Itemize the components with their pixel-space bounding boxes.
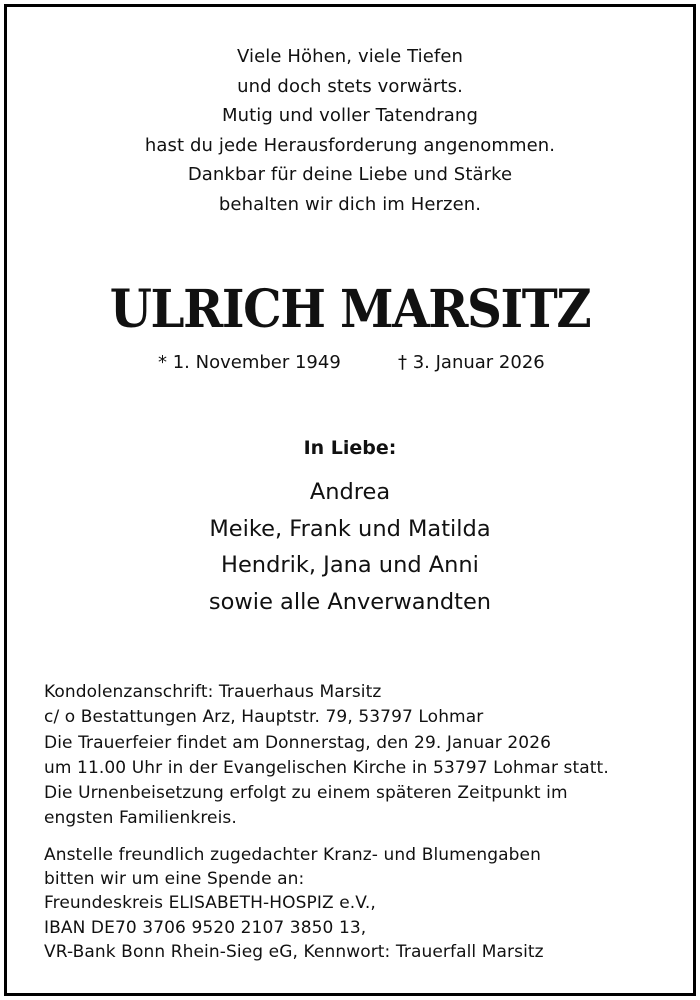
donation-line: Anstelle freundlich zugedachter Kranz- und Blumengaben <box>44 845 541 865</box>
mourners-label: In Liebe: <box>303 437 397 459</box>
death-date: † 3. Januar 2026 <box>398 352 545 373</box>
notice-line: engsten Familienkreis. <box>44 808 237 829</box>
poem-line: Mutig und voller Tatendrang <box>222 105 478 126</box>
deceased-name: ULRICH MARSITZ <box>109 279 591 340</box>
donation-notice <box>44 843 544 964</box>
funeral-notice <box>44 680 609 832</box>
donation-line: Freundeskreis ELISABETH-HOSPIZ e.V., <box>44 893 376 914</box>
notice-line: Die Urnenbeisetzung erfolgt zu einem späteren Zeitpunkt im <box>44 783 568 804</box>
mourner-line: Andrea <box>309 479 391 505</box>
poem-line: Dankbar für deine Liebe und Stärke <box>187 164 513 185</box>
notice-line: c/ o Bestattungen Arz, Hauptstr. 79, 53797 Lohmar <box>44 707 484 728</box>
poem-line: Viele Höhen, viele Tiefen <box>236 46 464 67</box>
notice-line: um 11.00 Uhr in der Evangelischen Kirche in 53797 Lohmar statt. <box>44 757 609 778</box>
donation-line: IBAN DE70 3706 9520 2107 3850 13, <box>44 917 367 938</box>
birth-date: * 1. November 1949 <box>158 352 341 373</box>
notice-line: Kondolenzanschrift: Trauerhaus Marsitz <box>44 682 382 702</box>
notice-line: Die Trauerfeier findet am Donnerstag, den 29. Januar 2026 <box>44 732 552 753</box>
donation-line: VR-Bank Bonn Rhein-Sieg eG, Kennwort: Trauerfall Marsitz <box>44 941 544 962</box>
memorial-poem <box>0 42 700 219</box>
mourner-line: sowie alle Anverwandten <box>208 588 492 615</box>
poem-line: behalten wir dich im Herzen. <box>218 193 482 215</box>
poem-line: hast du jede Herausforderung angenommen. <box>144 134 556 156</box>
mourners-list <box>0 474 700 620</box>
poem-line: und doch stets vorwärts. <box>237 75 463 97</box>
mourner-line: Meike, Frank und Matilda <box>209 515 491 542</box>
donation-line: bitten wir um eine Spende an: <box>44 869 305 890</box>
mourner-line: Hendrik, Jana und Anni <box>221 552 479 578</box>
